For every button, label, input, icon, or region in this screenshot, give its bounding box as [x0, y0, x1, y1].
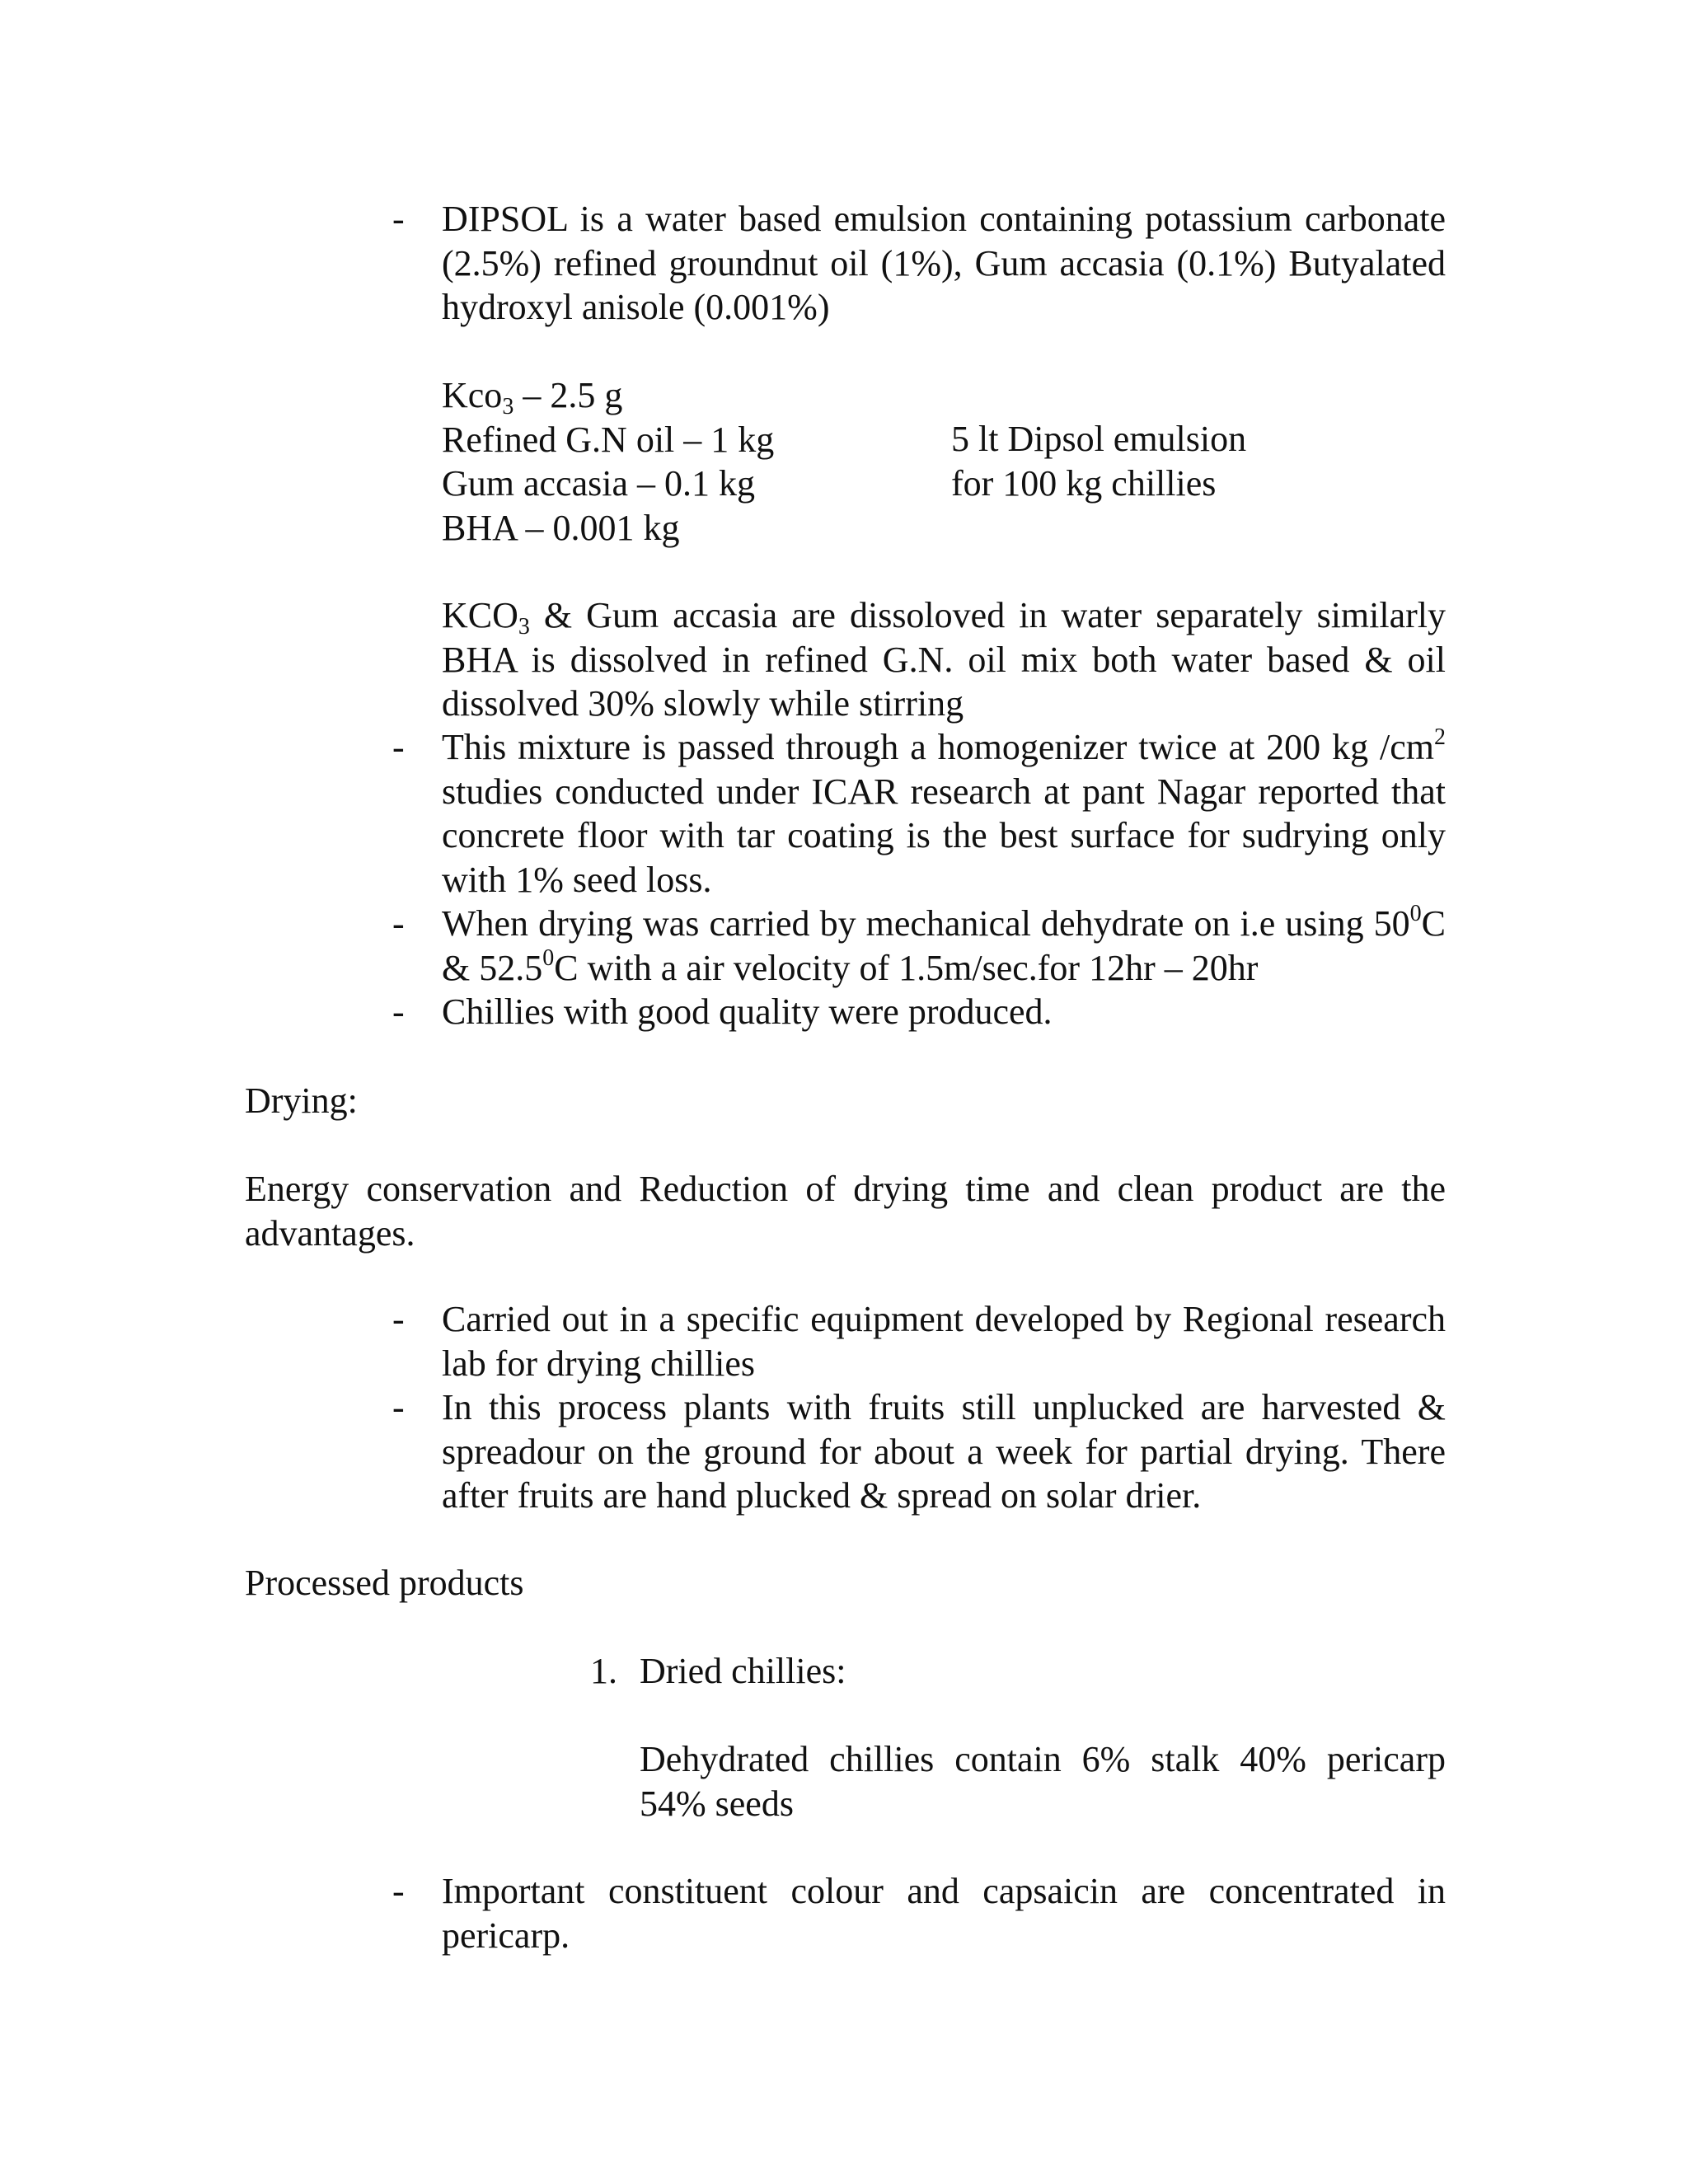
bullet-dash: -: [392, 199, 405, 239]
drying-heading: Drying:: [245, 1080, 358, 1121]
bullet-dash: -: [392, 991, 405, 1032]
item-description: Dehydrated chillies contain 6% stalk 40% pericarp 54% seeds: [640, 1739, 1446, 1824]
drying-paragraph: Energy conservation and Reduction of drying time and clean product are the advantages.: [245, 1169, 1446, 1254]
recipe-bha: BHA – 0.001 kg: [442, 507, 680, 548]
recipe-note-line1: 5 lt Dipsol emulsion: [951, 419, 1247, 459]
dipsol-intro-paragraph: DIPSOL is a water based emulsion containing potassium carbonate (2.5%) refined groundnut oil (1%), Gum accasia (0.1%) Butyalated hydroxyl anisole (0.001%): [442, 199, 1446, 327]
drying-process-bullet-text: In this process plants with fruits still unplucked are harvested & spreadour on the ground for about a week for partial drying. There after fruits are hand plucked & spread on solar drier.: [442, 1387, 1446, 1516]
recipe-oil: Refined G.N oil – 1 kg: [442, 419, 775, 460]
bullet-dash: -: [392, 1871, 405, 1911]
recipe-note: [951, 417, 1446, 505]
quality-bullet-text: Chillies with good quality were produced.: [442, 991, 1053, 1032]
method-paragraph: $KCO_3$ & Gum accasia are dissoloved in water separately similarly BHA is dissolved in refined G.N. oil mix both water based & oil dissolved 30% slowly while stirring: [442, 595, 1446, 724]
homogenizer-bullet-text: This mixture is passed through a homogenizer twice at 200 kg $/cm^2$ studies conducted under ICAR research at pant Nagar reported that concrete floor with tar coating is the best surface for sudrying only with 1% seed loss.: [442, 724, 1446, 900]
recipe-gum: Gum accasia – 0.1 kg: [442, 463, 755, 504]
recipe-kco3: Kco$_3$ – 2.5 g: [442, 375, 623, 419]
constituent-bullet-text: Important constituent colour and capsaicin are concentrated in pericarp.: [442, 1871, 1446, 1956]
processed-products-heading: Processed products: [245, 1563, 524, 1603]
bullet-dash: -: [392, 727, 405, 767]
bullet-dash: -: [392, 1387, 405, 1427]
bullet-dash: -: [392, 903, 405, 944]
item-title: Dried chillies:: [640, 1651, 846, 1691]
drying-equipment-bullet-text: Carried out in a specific equipment developed by Regional research lab for drying chillies: [442, 1299, 1446, 1384]
item-number: 1.: [590, 1651, 617, 1691]
bullet-dash: -: [392, 1299, 405, 1339]
recipe-list: [442, 373, 903, 550]
recipe-note-line2: for 100 kg chillies: [951, 462, 1217, 504]
mechanical-drying-bullet-text: When drying was carried by mechanical dehydrate on i.e using $50^0C$ & 52.5$^0$C with a air velocity of 1.5m/sec.for 12hr – 20hr: [442, 901, 1446, 988]
